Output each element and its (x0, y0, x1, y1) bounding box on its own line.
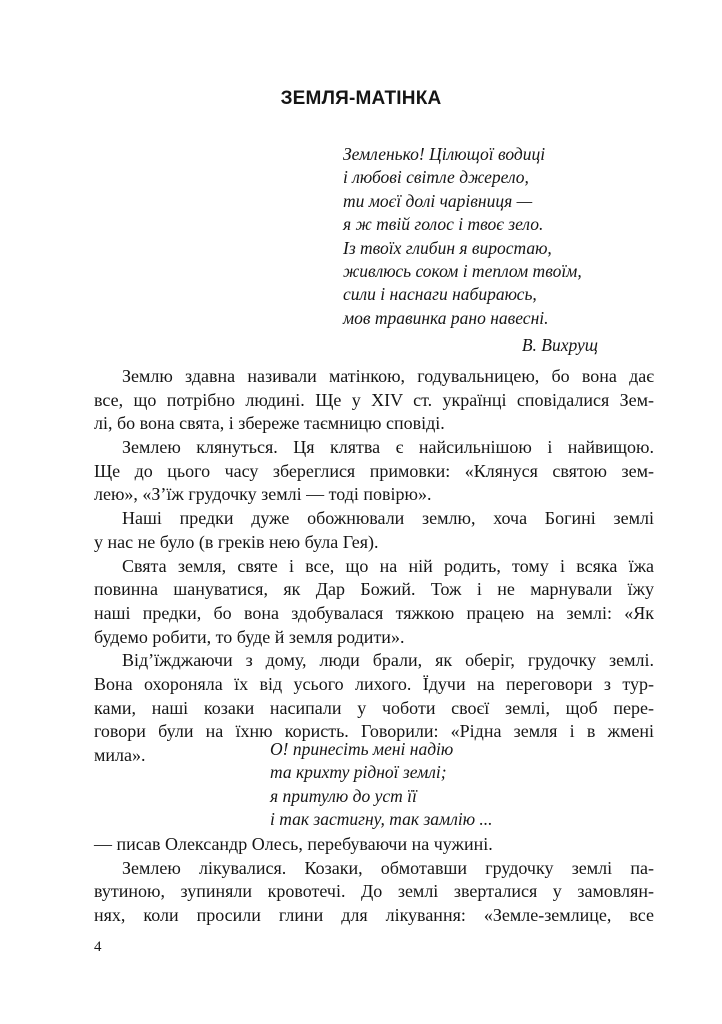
text-line: лі, бо вона свята, і збереже таємницю сповіді. (94, 413, 445, 434)
text-line: все, що потрібно людині. Ще у XIV ст. українці сповідалися Зем- (94, 389, 654, 410)
verse-quote (270, 738, 570, 832)
text-line: Землею клянуться. Ця клятва є найсильнішою і найвищою. (122, 437, 654, 458)
text-line: вутиною, зупиняли кровотечі. До землі зверталися у замовлян- (94, 881, 654, 902)
verse-line: та крихту рідної землі; (270, 762, 447, 783)
epigraph (343, 143, 643, 330)
body-text-section-2 (94, 833, 654, 928)
text-line: Землю здавна називали матінкою, годувальницею, бо вона дає (122, 366, 654, 386)
chapter-title: ЗЕМЛЯ-МАТІНКА (280, 88, 442, 109)
epigraph-line: ти моєї долі чарівниця — (343, 190, 533, 211)
text-line: говори були на їхню користь. Говорили: «Рідна земля і в жмені (94, 721, 654, 742)
text-line: — писав Олександр Олесь, перебуваючи на чужині. (94, 834, 493, 854)
epigraph-author: В. Вихрущ (521, 335, 598, 355)
epigraph-line: живлюсь соком і теплом твоїм, (343, 261, 582, 282)
text-line: нях, коли просили глини для лікування: «Земле-землице, все (94, 905, 654, 926)
text-line: наші предки, бо вона здобувалася тяжкою працею на землі: «Як (94, 602, 654, 623)
text-line: Наші предки дуже обожнювали землю, хоча Богині землі (122, 508, 654, 529)
verse-line: і так застигну, так замлію ... (270, 809, 493, 830)
text-line: ками, наші козаки насипали у чоботи своєї землі, щоб пере- (94, 697, 654, 718)
text-line: мила». (94, 745, 146, 765)
epigraph-line: і любові світле джерело, (343, 167, 529, 188)
text-line: Вона охороняла їх від усього лихого. Їдучи на переговори з тур- (94, 673, 654, 694)
epigraph-line: мов травинка рано навесні. (343, 307, 549, 328)
text-line: Свята земля, святе і все, що на ній родить, тому і всяка їжа (122, 555, 654, 576)
verse-line: О! принесіть мені надію (270, 739, 454, 759)
text-line: Ще до цього часу збереглися примовки: «Клянуся святою зем- (94, 460, 654, 481)
page-number: 4 (94, 939, 102, 955)
epigraph-line: сили і наснаги набираюсь, (343, 284, 537, 305)
text-line: Від’їжджаючи з дому, люди брали, як оберіг, грудочку землі. (122, 650, 654, 671)
text-line: будемо робити, то буде й земля родити». (94, 626, 405, 647)
text-line: Землею лікувалися. Козаки, обмотавши грудочку землі па- (122, 857, 654, 878)
epigraph-line: Із твоїх глибин я виростаю, (343, 237, 552, 258)
text-line: повинна шануватися, як Дар Божий. Тож і не марнували їжу (94, 579, 654, 600)
epigraph-line: я ж твій голос і твоє зело. (343, 214, 544, 235)
verse-line: я притулю до уст її (270, 785, 417, 806)
epigraph-line: Земленько! Цілющої водиці (343, 144, 546, 164)
text-line: у нас не було (в греків нею була Гея). (94, 531, 379, 552)
text-line: лею», «З’їж грудочку землі — тоді повірю». (94, 484, 432, 505)
body-text-section-1 (94, 365, 654, 768)
